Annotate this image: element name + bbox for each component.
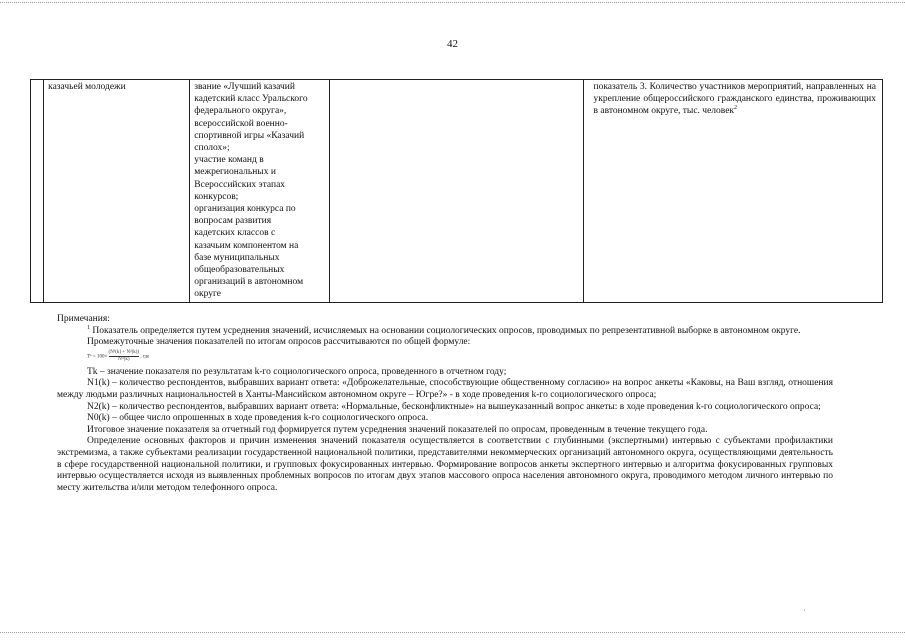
definition-n1: N1(k) – количество респондентов, выбравших вариант ответа: «Доброжелательные, способствующие общественному согласию» на вопрос анкеты «Каковы, на Ваш взгляд, отношения между людьми различных национальностей в Ханты-Мансийском автономном округе – Югре?» - в ходе проведения k-го социологического опроса; <box>57 378 833 400</box>
activity-line: организация конкурса по <box>194 204 296 215</box>
footnote-1 <box>57 326 833 338</box>
activity-line: Всероссийских этапах <box>194 179 286 190</box>
formula-numerator: (N¹(k) + N²(k)) <box>108 349 140 355</box>
program-table <box>30 79 883 303</box>
activity-line: кадетских классов с <box>194 228 276 239</box>
page-number: 42 <box>447 38 458 50</box>
activity-line: спортивной игры «Казачий <box>194 130 305 141</box>
footnote-mark: 1 <box>87 324 90 331</box>
activity-line: всероссийской военно- <box>194 118 288 129</box>
notes-heading: Примечания: <box>57 314 110 324</box>
definition-n0: N0(k) – общее число опрошенных в ходе проведения k-го социологического опроса. <box>87 413 429 424</box>
activity-line: общеобразовательных <box>194 265 285 276</box>
formula-lhs: Tᵏ = 100× <box>87 354 108 360</box>
scan-edge-bottom <box>0 632 905 633</box>
final-value-text: Итоговое значение показателя за отчетный год формируется путем усреднения значений показателей по опросам, проведенным в течение текущего года. <box>87 424 708 435</box>
activity-line: вопросам развития <box>194 216 272 227</box>
activity-line: казачьим компонентом на <box>194 240 299 251</box>
table-cell-indicator <box>583 80 883 303</box>
scan-edge-top <box>0 2 905 3</box>
activity-lines <box>194 81 325 301</box>
activity-line: федерального округа», <box>194 106 287 117</box>
activity-line: кадетский класс Уральского <box>194 94 308 105</box>
indicator-text: показатель 3. Количество участников мероприятий, направленных на укрепление общероссийского гражданского единства, проживающих в автономном округе, тыс. человек <box>593 82 876 117</box>
definition-n2: N2(k) – количество респондентов, выбравших вариант ответа: «Нормальные, бесконфликтные» на вышеуказанный вопрос анкеты: в ходе проведения k-го социологического опроса; <box>87 401 821 412</box>
formula-suffix: , где <box>140 354 150 360</box>
indicator-footnote-mark: 2 <box>734 105 738 112</box>
formula <box>87 350 833 363</box>
scan-speck: · <box>803 606 806 615</box>
table-cell-activities <box>190 80 330 303</box>
table-cell-empty <box>31 80 44 303</box>
footnote-text: Показатель определяется путем усреднения значений, исчисляемых на основании социологических опросов, проводимых по репрезентативной выборке в автономном округе. <box>90 325 801 336</box>
activity-line: организаций в автономном <box>194 277 304 288</box>
table-cell-blank <box>330 80 583 303</box>
activity-line: участие команд в <box>194 155 264 166</box>
category-line: казачьей молодежи <box>48 82 126 92</box>
formula-denominator: N⁰(k) <box>118 356 130 362</box>
determination-text: Определение основных факторов и причин изменения значений показателя осуществляется в соответствии с глубинными (экспертными) интервью с субъектами профилактики экстремизма, а также субъектами реализации государственной национальной политики, представителями некоммерческих организаций автономного округа, осуществляющими деятельность в сфере государственной национальной политики, и групповых фокусированных интервью. Формирование вопросов анкеты экспертного интервью и алгоритма фокусированных групповых интервью осуществляется исходя из выявленных проблемных вопросов по итогам двух этапов массового опроса населения автономного округа, проводимого методом личного интервью по месту жительства и/или методом телефонного опроса. <box>57 436 833 493</box>
notes-section <box>57 314 833 494</box>
activity-line: базе муниципальных <box>194 252 280 263</box>
activity-line: межрегиональных и <box>194 167 276 178</box>
formula-fraction <box>109 350 140 363</box>
table-row <box>31 80 883 303</box>
category-lines <box>48 81 185 93</box>
activity-line: звание «Лучший казачий <box>194 82 295 92</box>
intermediate-values-text: Промежуточные значения показателей по итогам опросов рассчитываются по общей формуле: <box>87 337 471 348</box>
activity-line: округе <box>194 289 222 300</box>
definition-tk: Tk – значение показателя по результатам k-го социологического опроса, проведенного в отчетном году; <box>87 366 507 377</box>
activity-line: сполох»; <box>194 143 230 154</box>
activity-line: конкурсов; <box>194 191 239 202</box>
table-cell-category <box>44 80 190 303</box>
